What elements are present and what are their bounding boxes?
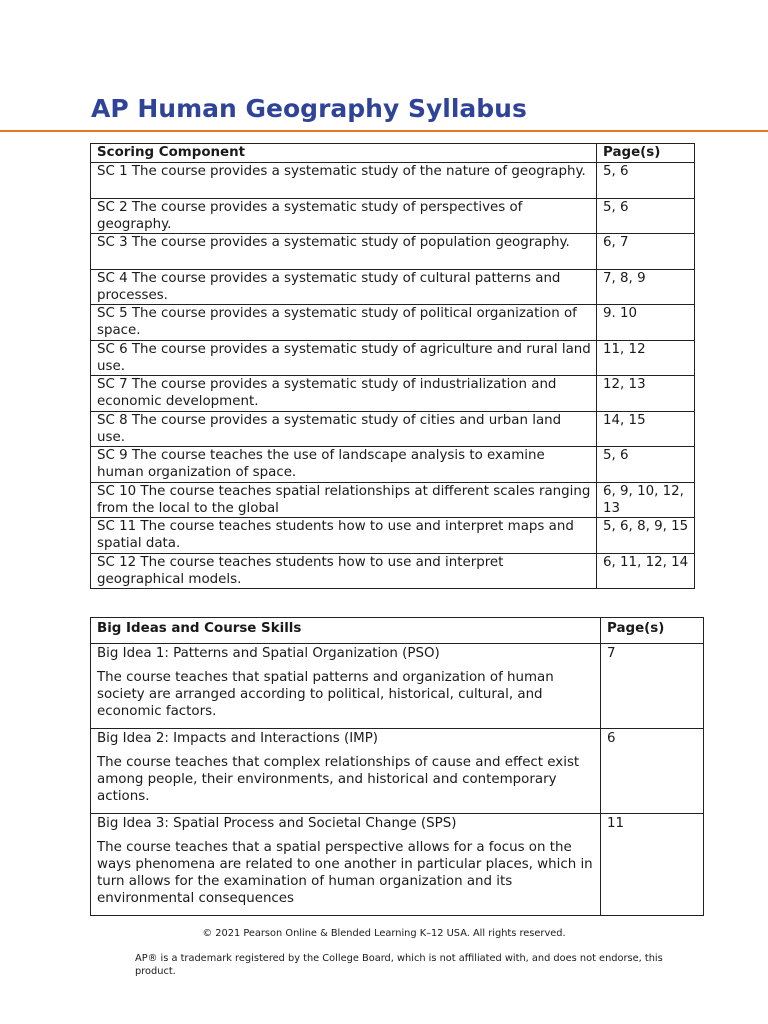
column-header-scoring-component: Scoring Component xyxy=(91,144,597,163)
copyright-notice: © 2021 Pearson Online & Blended Learning K–12 USA. All rights reserved. xyxy=(202,928,566,939)
table-row xyxy=(91,376,695,412)
scoring-component-cell: SC 4 The course provides a systematic study of cultural patterns and processes. xyxy=(91,269,597,305)
big-ideas-table xyxy=(90,617,704,916)
pages-cell: 5, 6, 8, 9, 15 xyxy=(597,518,695,554)
table-row xyxy=(91,411,695,447)
scoring-component-cell: SC 1 The course provides a systematic study of the nature of geography. xyxy=(91,163,597,199)
table-row xyxy=(91,163,695,199)
big-idea-heading: Big Idea 3: Spatial Process and Societal Change (SPS) xyxy=(97,816,457,831)
table-row xyxy=(91,518,695,554)
pages-cell: 5, 6 xyxy=(597,163,695,199)
pages-cell: 5, 6 xyxy=(597,198,695,234)
scoring-component-cell: SC 5 The course provides a systematic study of political organization of space. xyxy=(91,305,597,341)
column-header-big-ideas: Big Ideas and Course Skills xyxy=(91,618,601,644)
table-row xyxy=(91,234,695,270)
table-row xyxy=(91,447,695,483)
table-header-row xyxy=(91,144,695,163)
big-idea-heading: Big Idea 2: Impacts and Interactions (IMP) xyxy=(97,731,379,746)
big-idea-description: The course teaches that spatial patterns and organization of human society are arranged according to political, historical, cultural, and economic factors. xyxy=(97,670,554,719)
big-idea-heading: Big Idea 1: Patterns and Spatial Organization (PSO) xyxy=(97,646,440,661)
trademark-notice: AP® is a trademark registered by the College Board, which is not affiliated with, and does not endorse, this product. xyxy=(135,953,663,977)
scoring-component-cell: SC 10 The course teaches spatial relationships at different scales ranging from the local to the global xyxy=(91,482,597,518)
column-header-pages: Page(s) xyxy=(601,618,704,644)
table-row xyxy=(91,269,695,305)
title-divider xyxy=(0,130,768,132)
scoring-components-table xyxy=(90,143,695,589)
table-row xyxy=(91,644,704,729)
pages-cell: 11, 12 xyxy=(597,340,695,376)
pages-cell: 9. 10 xyxy=(597,305,695,341)
big-idea-cell xyxy=(91,814,601,916)
scoring-component-cell: SC 9 The course teaches the use of landscape analysis to examine human organization of space. xyxy=(91,447,597,483)
pages-cell: 7 xyxy=(601,644,704,729)
pages-cell: 11 xyxy=(601,814,704,916)
scoring-component-cell: SC 2 The course provides a systematic study of perspectives of geography. xyxy=(91,198,597,234)
table-row xyxy=(91,305,695,341)
scoring-component-cell: SC 3 The course provides a systematic study of population geography. xyxy=(91,234,597,270)
big-idea-cell xyxy=(91,729,601,814)
page-title: AP Human Geography Syllabus xyxy=(91,94,527,123)
table-row xyxy=(91,340,695,376)
scoring-component-cell: SC 12 The course teaches students how to use and interpret geographical models. xyxy=(91,553,597,589)
scoring-component-cell: SC 6 The course provides a systematic study of agriculture and rural land use. xyxy=(91,340,597,376)
table-row xyxy=(91,553,695,589)
pages-cell: 14, 15 xyxy=(597,411,695,447)
big-idea-description: The course teaches that a spatial perspective allows for a focus on the ways phenomena are related to one another in particular places, which in turn allows for the examination of human organization and its environmental consequences xyxy=(97,840,593,906)
pages-cell: 7, 8, 9 xyxy=(597,269,695,305)
pages-cell: 6 xyxy=(601,729,704,814)
big-idea-description: The course teaches that complex relationships of cause and effect exist among people, their environments, and historical and contemporary actions. xyxy=(97,755,580,804)
pages-cell: 12, 13 xyxy=(597,376,695,412)
table-row xyxy=(91,729,704,814)
scoring-component-cell: SC 8 The course provides a systematic study of cities and urban land use. xyxy=(91,411,597,447)
big-idea-cell xyxy=(91,644,601,729)
table-header-row xyxy=(91,618,704,644)
scoring-component-cell: SC 7 The course provides a systematic study of industrialization and economic development. xyxy=(91,376,597,412)
pages-cell: 6, 7 xyxy=(597,234,695,270)
table-row xyxy=(91,814,704,916)
table-row xyxy=(91,482,695,518)
pages-cell: 5, 6 xyxy=(597,447,695,483)
column-header-pages: Page(s) xyxy=(597,144,695,163)
pages-cell: 6, 9, 10, 12, 13 xyxy=(597,482,695,518)
pages-cell: 6, 11, 12, 14 xyxy=(597,553,695,589)
scoring-component-cell: SC 11 The course teaches students how to use and interpret maps and spatial data. xyxy=(91,518,597,554)
table-row xyxy=(91,198,695,234)
